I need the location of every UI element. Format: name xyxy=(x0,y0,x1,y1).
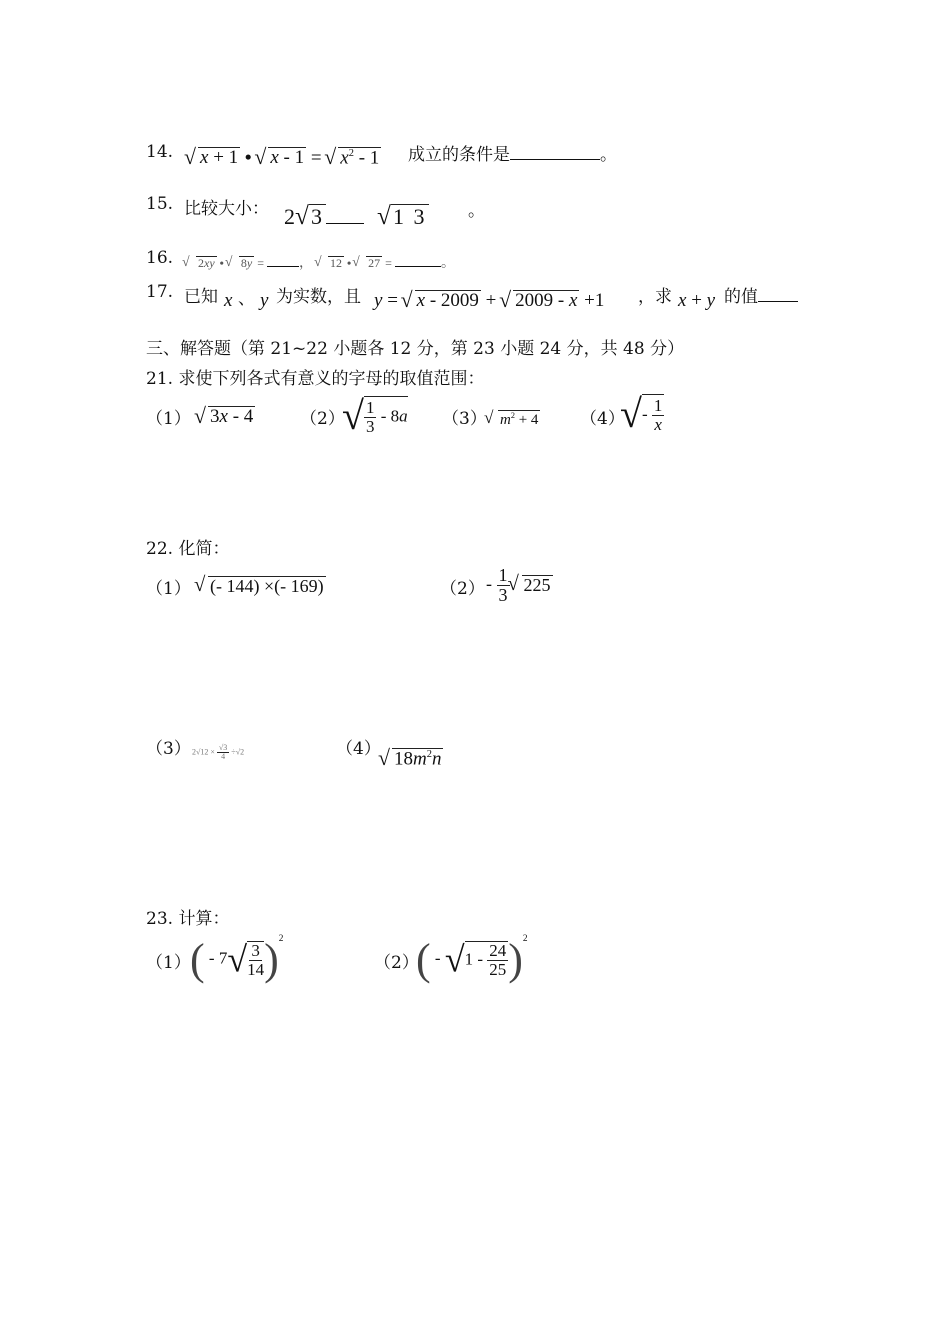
q21-label-3: （3） xyxy=(442,409,487,429)
q14-formula: √ x + 1 • √ x - 1 = √ $x^2 - 1$ xyxy=(186,147,381,169)
q21-expr-4: √- $\frac{1}{x}$ xyxy=(620,391,663,436)
q22-label-1: （1） xyxy=(146,579,191,599)
q17-expr: x + y xyxy=(678,290,716,311)
q16-formula: √ 2xy • √ 8y = ， √ 12 • √ 27 = 。 xyxy=(184,252,455,272)
q14-blank[interactable] xyxy=(510,145,600,160)
q23-heading: 23. 计算： xyxy=(146,909,230,929)
q17-number: 17. xyxy=(146,282,174,302)
q23-expr-2: ( - √1 - $\frac{24}{25}$ )$^2$ xyxy=(416,934,528,984)
q15-end: 。 xyxy=(468,201,485,221)
q22-label-2: （2） xyxy=(440,579,485,599)
q21-expr-1: √ 3x - 4 xyxy=(196,406,255,428)
q22-label-4: （4） xyxy=(336,739,381,759)
q23-label-1: （1） xyxy=(146,953,191,973)
q17-blank[interactable] xyxy=(758,287,798,302)
q17-var-x: x xyxy=(224,290,233,311)
q21-label-2: （2） xyxy=(300,409,345,429)
q15-number: 15. xyxy=(146,194,174,214)
q17-text-b: 、 xyxy=(238,289,255,309)
q17-formula: y = √ x - 2009 + √ 2009 - x +1 xyxy=(374,290,604,312)
q15-text: 比较大小： xyxy=(184,199,269,219)
q17-var-y: y xyxy=(260,290,269,311)
q17-text-e: 的值 xyxy=(724,282,798,307)
q17-text-c: 为实数，且 xyxy=(276,287,361,307)
q22-expr-3: 2√12 × $\frac{√3}{4}$ ÷√2 xyxy=(192,743,245,762)
q16-number: 16. xyxy=(146,248,174,268)
q22-expr-1: √ (- 144) ×(- 169) xyxy=(196,576,326,597)
q17-text-d: ，求 xyxy=(638,287,672,307)
q21-heading: 21. 求使下列各式有意义的字母的取值范围： xyxy=(146,369,485,389)
q22-expr-4: √ $18m^2n$ xyxy=(380,748,443,770)
q21-expr-3: √ $m^2 + 4$ xyxy=(486,410,540,429)
q21-expr-2: √ $\frac{1}{3}$ - 8a xyxy=(342,393,408,438)
q22-label-3: （3） xyxy=(146,739,191,759)
q21-label-1: （1） xyxy=(146,409,191,429)
q21-label-4: （4） xyxy=(580,409,625,429)
q14-number: 14. xyxy=(146,142,174,162)
q14-text: 成立的条件是 。 xyxy=(408,145,617,165)
section-title: 三、解答题（第 21~22 小题各 12 分，第 23 小题 24 分，共 48 分） xyxy=(146,339,685,359)
q17-text-a: 已知 xyxy=(184,287,218,307)
q22-expr-2: - $\frac{1}{3}$ √ 225 xyxy=(486,566,553,605)
q23-expr-1: ( - 7√ $\frac{3}{14}$ )$^2$ xyxy=(190,934,284,984)
q15-formula: 2√ 3 √ 1 3 xyxy=(284,204,429,230)
q22-heading: 22. 化简： xyxy=(146,539,230,559)
q23-label-2: （2） xyxy=(374,953,419,973)
